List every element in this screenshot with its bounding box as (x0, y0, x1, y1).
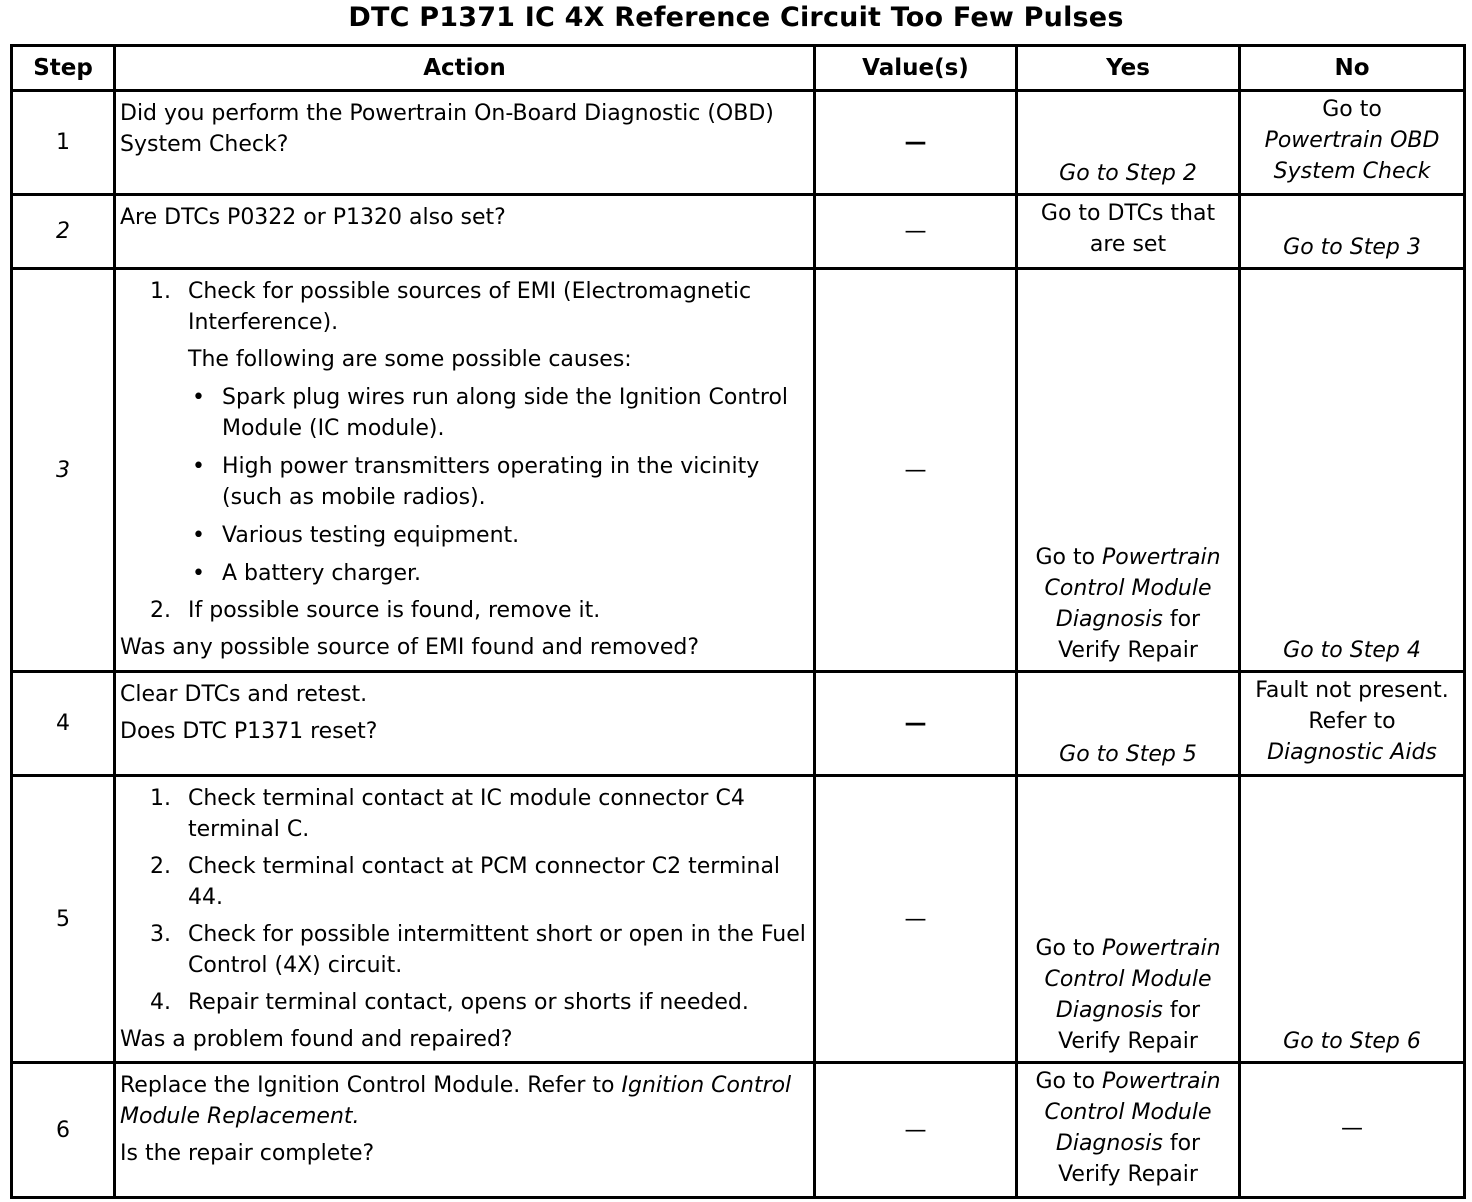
header-action: Action (115, 46, 815, 91)
yes-link[interactable]: Powertrain Control Module Diagnosis (1044, 936, 1221, 1023)
header-yes: Yes (1017, 46, 1240, 91)
action-text: Clear DTCs and retest. (120, 682, 368, 707)
action-question: Was a problem found and repaired? (120, 1027, 513, 1052)
value-cell (815, 91, 1017, 195)
step-number: 1 (12, 91, 115, 195)
step-number: 2 (12, 195, 115, 269)
action-text: Replace the Ignition Control Module. Refer to Ignition Control Module Replacement. (120, 1073, 792, 1129)
action-cell (115, 776, 815, 1063)
value-cell (815, 195, 1017, 269)
value-cell (815, 269, 1017, 672)
action-question: Was any possible source of EMI found and removed? (120, 635, 700, 660)
header-no: No (1240, 46, 1465, 91)
action-question: Does DTC P1371 reset? (120, 719, 378, 744)
value-cell (815, 776, 1017, 1063)
yes-cell: Go to Powertrain Control Module Diagnosis for Verify Repair (1017, 269, 1240, 672)
no-cell (1240, 269, 1465, 672)
table-row (12, 672, 1465, 776)
yes-text: Go to DTCs that are set (1040, 201, 1216, 257)
table-row (12, 776, 1465, 1063)
no-text: Fault not present. (1255, 678, 1449, 703)
action-question: Is the repair complete? (120, 1141, 375, 1166)
list-item: 2. Check terminal contact at PCM connector C2 terminal 44. (150, 854, 781, 910)
yes-cell: Go to Powertrain Control Module Diagnosis for Verify Repair (1017, 776, 1240, 1063)
no-link[interactable]: Go to Step 3 (1283, 235, 1421, 260)
yes-link[interactable]: Go to Step 2 (1059, 161, 1197, 186)
action-link[interactable]: Ignition Control Module Replacement. (120, 1073, 792, 1129)
action-question: Are DTCs P0322 or P1320 also set? (120, 205, 506, 230)
value-dash: — (904, 1117, 927, 1143)
table-row (12, 91, 1465, 195)
step-number: 6 (12, 1063, 115, 1198)
value-cell (815, 672, 1017, 776)
value-dash: — (904, 711, 927, 736)
yes-cell (1017, 91, 1240, 195)
no-dash: — (1341, 1115, 1363, 1141)
no-cell (1240, 91, 1465, 195)
table-header-row (12, 46, 1465, 91)
no-text: Go to (1322, 97, 1382, 122)
yes-link[interactable]: Go to Step 5 (1059, 742, 1197, 767)
action-cell (115, 1063, 815, 1198)
no-cell (1240, 1063, 1465, 1198)
list-item: • Various testing equipment. (192, 523, 520, 548)
action-cell (115, 672, 815, 776)
yes-link[interactable]: Powertrain Control Module Diagnosis (1044, 545, 1221, 632)
value-dash: — (904, 906, 927, 932)
no-cell (1240, 195, 1465, 269)
table-row (12, 195, 1465, 269)
table-row (12, 1063, 1465, 1198)
step-number: 5 (12, 776, 115, 1063)
yes-cell (1017, 195, 1240, 269)
no-link[interactable]: Go to Step 6 (1283, 1029, 1421, 1054)
list-item: • Spark plug wires run along side the Ignition Control Module (IC module). (192, 385, 789, 441)
value-dash: — (904, 457, 927, 483)
no-cell (1240, 776, 1465, 1063)
list-item: 3. Check for possible intermittent short or open in the Fuel Control (4X) circuit. (150, 922, 806, 978)
sub-intro: The following are some possible causes: (188, 347, 632, 372)
no-link[interactable]: Go to Step 4 (1283, 638, 1421, 663)
no-cell (1240, 672, 1465, 776)
value-dash: — (904, 219, 927, 244)
action-cell (115, 91, 815, 195)
action-cell (115, 195, 815, 269)
table-row (12, 269, 1465, 672)
step-number: 4 (12, 672, 115, 776)
step-number: 3 (12, 269, 115, 672)
value-cell (815, 1063, 1017, 1198)
action-cell (115, 269, 815, 672)
action-question: Did you perform the Powertrain On-Board Diagnostic (OBD) System Check? (120, 101, 774, 157)
yes-cell: Go to Powertrain Control Module Diagnosis for Verify Repair (1017, 1063, 1240, 1198)
list-item: • High power transmitters operating in the vicinity (such as mobile radios). (192, 454, 760, 510)
list-item: 1. Check for possible sources of EMI (Electromagnetic Interference). (150, 279, 752, 335)
yes-cell (1017, 672, 1240, 776)
list-item: 1. Check terminal contact at IC module connector C4 terminal C. (150, 786, 745, 842)
page-title: DTC P1371 IC 4X Reference Circuit Too Few Pulses (348, 2, 1124, 33)
no-text: Refer to (1308, 709, 1396, 734)
no-link[interactable]: Diagnostic Aids (1267, 740, 1437, 765)
list-item: 2. If possible source is found, remove it. (150, 598, 601, 623)
list-item: 4. Repair terminal contact, opens or shorts if needed. (150, 990, 749, 1015)
diagnostic-table (10, 44, 1466, 1199)
value-dash: — (904, 130, 927, 155)
header-values: Value(s) (815, 46, 1017, 91)
list-item: • A battery charger. (192, 561, 422, 586)
no-link[interactable]: Powertrain OBD System Check (1264, 128, 1440, 184)
yes-link[interactable]: Powertrain Control Module Diagnosis (1044, 1069, 1221, 1156)
header-step: Step (12, 46, 115, 91)
